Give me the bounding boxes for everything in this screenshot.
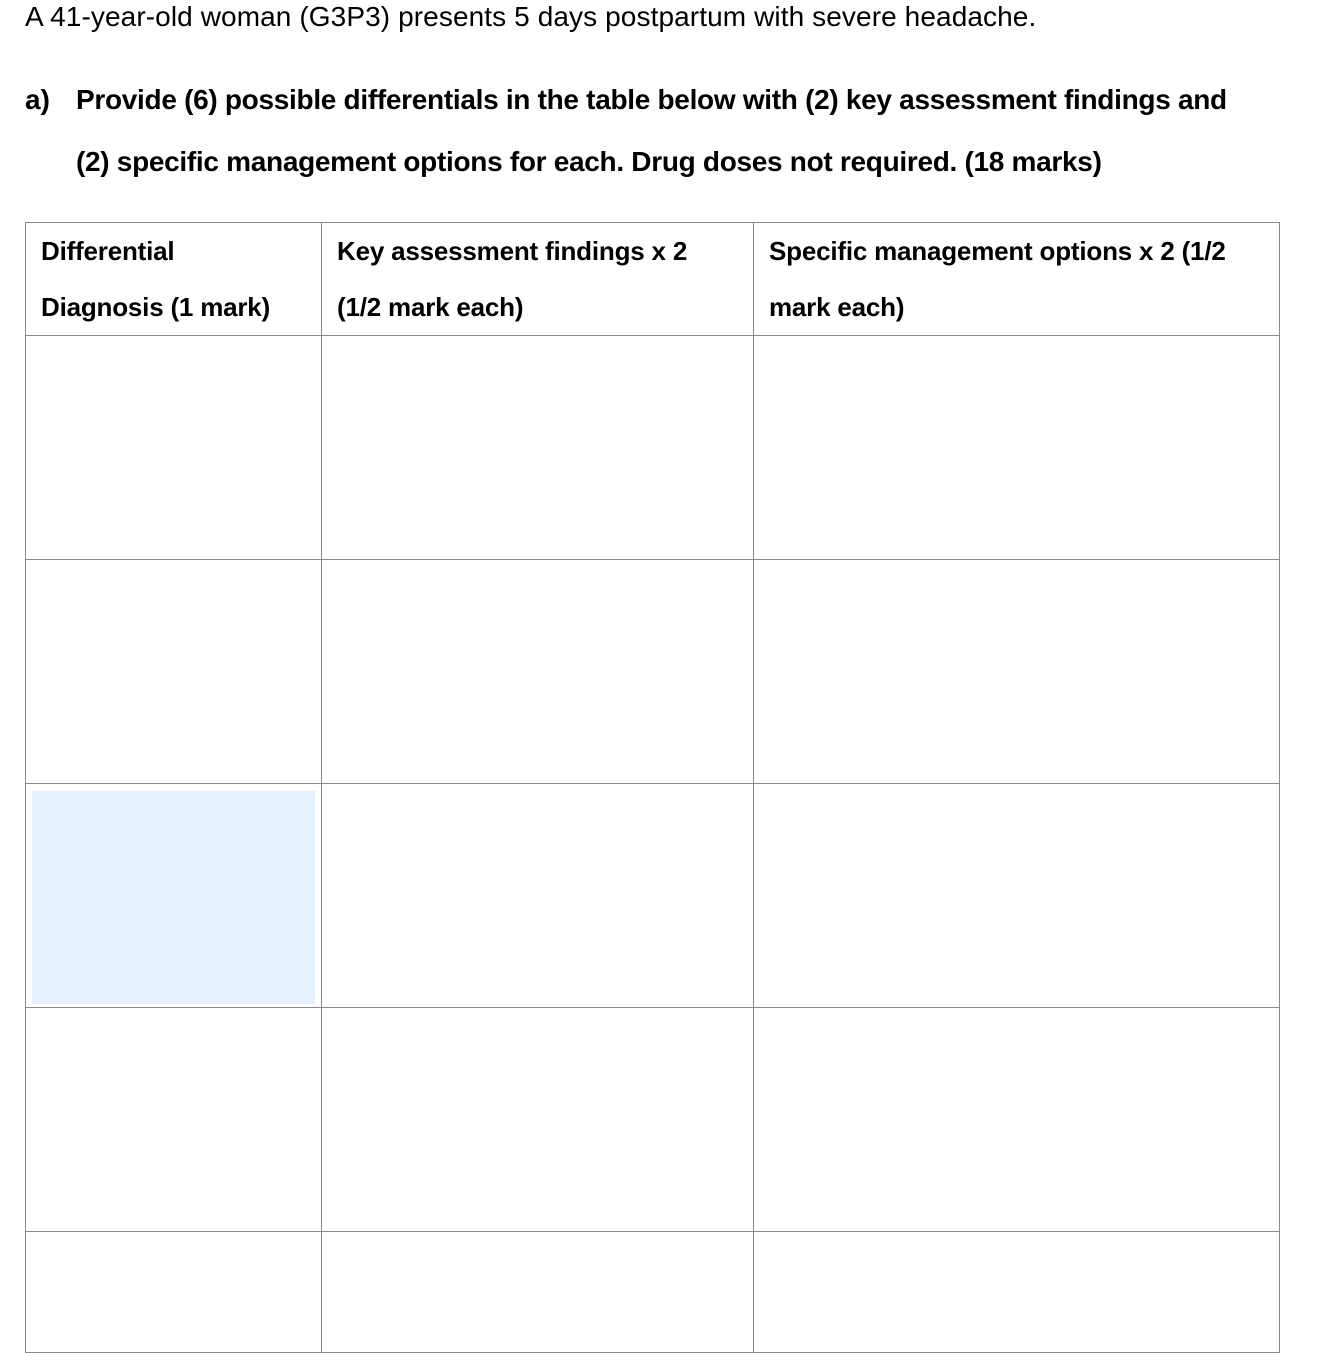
header-text-line-1: Key assessment findings x 2 [337,236,688,266]
header-text-line-2: Diagnosis (1 mark) [41,292,271,322]
header-differential-diagnosis[interactable] [26,223,322,336]
header-specific-management-options[interactable] [754,223,1280,336]
management-options-cell[interactable] [754,1232,1280,1353]
header-text-line-1: Specific management options x 2 (1/2 [769,236,1226,266]
question-text-line-1: Provide (6) possible differentials in the table below with (2) key assessment findings and [76,84,1227,115]
header-row [26,223,1280,336]
assessment-findings-cell[interactable] [322,1008,754,1232]
selection-highlight [32,791,315,1004]
table-row [26,336,1280,560]
question-stem: A 41-year-old woman (G3P3) presents 5 days postpartum with severe headache. [25,1,1037,32]
header-key-assessment-findings[interactable] [322,223,754,336]
differential-cell[interactable] [26,1232,322,1353]
table-row [26,784,1280,1008]
management-options-cell[interactable] [754,784,1280,1008]
management-options-cell[interactable] [754,336,1280,560]
assessment-findings-cell[interactable] [322,560,754,784]
header-text-line-2: mark each) [769,292,905,322]
header-text-line-2: (1/2 mark each) [337,292,524,322]
differential-cell-selected[interactable] [26,784,322,1008]
table-row [26,560,1280,784]
answer-table [25,222,1280,1353]
differential-cell[interactable] [26,560,322,784]
management-options-cell[interactable] [754,1008,1280,1232]
assessment-findings-cell[interactable] [322,336,754,560]
question-marker: a) [25,84,50,115]
assessment-findings-cell[interactable] [322,784,754,1008]
cell-content [26,784,321,1007]
header-text-line-1: Differential [41,236,175,266]
table-row [26,1008,1280,1232]
assessment-findings-cell[interactable] [322,1232,754,1353]
table-row [26,1232,1280,1353]
question-text-line-2: (2) specific management options for each. Drug doses not required. (18 marks) [76,146,1102,177]
differential-cell[interactable] [26,1008,322,1232]
differential-cell[interactable] [26,336,322,560]
management-options-cell[interactable] [754,560,1280,784]
